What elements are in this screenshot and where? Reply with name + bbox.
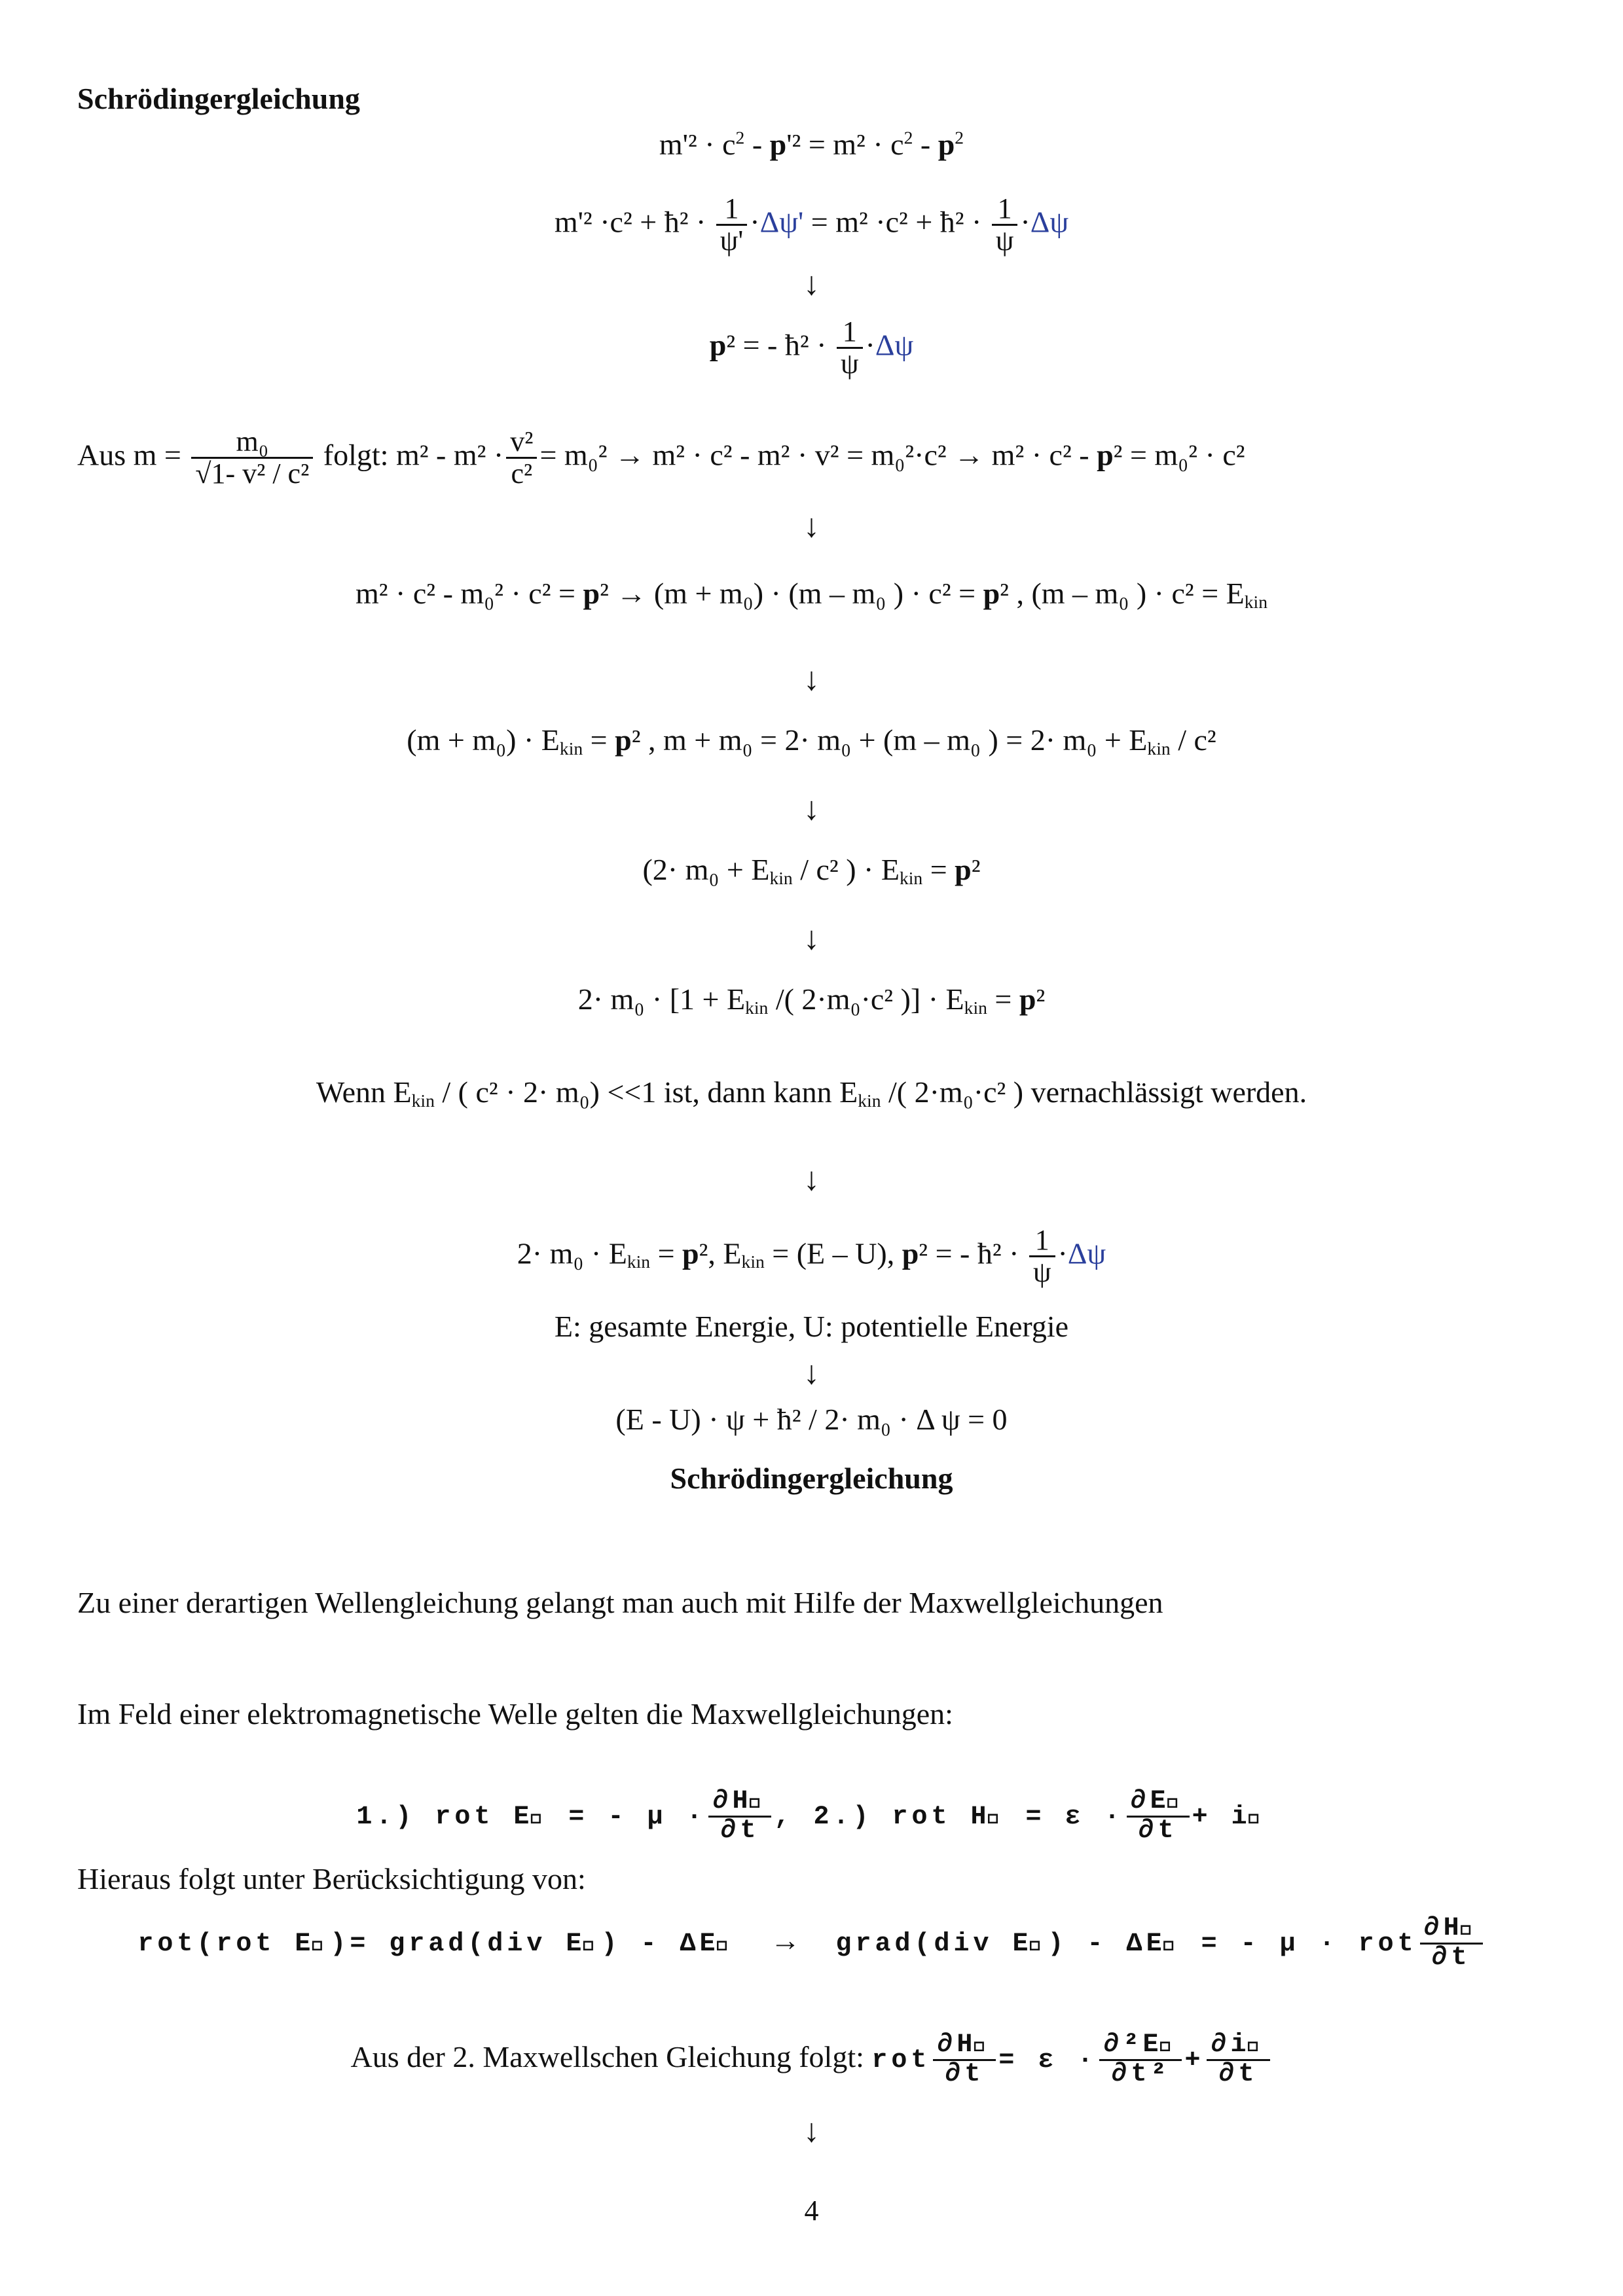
- eq6-kin2: kin: [1147, 738, 1171, 759]
- eq7-p: p: [955, 853, 972, 886]
- eq2-den2: ψ: [992, 224, 1018, 256]
- aus-rest: = m₀² → m² · c² - m² · v² = m₀²·c² → m² · c² -: [539, 438, 1097, 472]
- eq1-minus: -: [744, 128, 770, 161]
- maxwell-1-num: ∂H⃗: [712, 1787, 768, 1816]
- maxwell-2-tail: + i⃗: [1192, 1803, 1267, 1833]
- maxwell-2-den: ∂t: [1127, 1816, 1190, 1845]
- aus-num: m₀: [236, 425, 269, 457]
- equation-8: [0, 982, 1623, 1018]
- eq3-dot: ·: [865, 328, 875, 362]
- maxwell-equations: [0, 1788, 1623, 1845]
- aus-end: ² = m₀² · c²: [1113, 438, 1245, 472]
- aus2-eq: = ε ·: [998, 2046, 1097, 2076]
- aus2-plus: +: [1184, 2046, 1205, 2076]
- eq8-d: ²: [1036, 982, 1046, 1016]
- eq6-b: =: [583, 723, 615, 757]
- eq2-dot2: ·: [1020, 205, 1030, 239]
- eq3-num: 1: [842, 315, 857, 348]
- arrow-down-6: ↓: [803, 1160, 820, 1197]
- maxwell-2-num: ∂E⃗: [1130, 1787, 1186, 1816]
- eq1-minus2: -: [913, 128, 938, 161]
- aus2-den3: ∂t: [1207, 2059, 1269, 2089]
- equation-5: [0, 577, 1623, 612]
- equation-6: [0, 723, 1623, 759]
- eq1-lhs: m'² · c: [659, 128, 736, 161]
- aus2-den1: ∂t: [933, 2059, 996, 2089]
- eq3-mid: ² = - ħ² ·: [726, 328, 834, 362]
- eq8-b: /( 2·m₀·c² )] · E: [768, 982, 964, 1016]
- wenn-b: / ( c² · 2· m₀) <<1 ist, dann kann E: [434, 1075, 858, 1109]
- arrow-down-3: ↓: [803, 660, 820, 697]
- rotrot-left: rot(rot E⃗)= grad(div E⃗) - ΔE⃗: [137, 1929, 735, 1960]
- eq3-fraction: [837, 317, 863, 379]
- rotrot-num: ∂H⃗: [1423, 1914, 1479, 1943]
- paragraph-wave-equation: Zu einer derartigen Wellengleichung gelangt man auch mit Hilfe der Maxwellgleichungen: [77, 1586, 1163, 1619]
- eq9-kin2: kin: [741, 1251, 765, 1272]
- eq7-b: / c² ) · E: [792, 853, 900, 886]
- eq2-right: = m² ·c² + ħ² ·: [803, 205, 989, 239]
- rotrot-den: ∂t: [1420, 1943, 1483, 1972]
- equation-1: $m'^2 \cdot c^2 - p'^2 = m^2 \cdot c^2 - p^2$: [659, 127, 964, 161]
- eq8-p: p: [1019, 982, 1036, 1016]
- aus2-den2: ∂t²: [1099, 2059, 1182, 2089]
- eq2-laplace-1: Δψ': [759, 205, 804, 239]
- aus2-fraction-3: [1207, 2032, 1269, 2089]
- eq1-eq: '² = m² · c: [786, 128, 904, 161]
- arrow-down-2: ↓: [803, 507, 820, 544]
- wenn-kin1: kin: [411, 1090, 435, 1111]
- eq9-kin1: kin: [627, 1251, 651, 1272]
- rotrot-fraction: [1420, 1915, 1483, 1972]
- eq8-c: =: [987, 982, 1019, 1016]
- wenn-sentence: [0, 1075, 1623, 1111]
- eq6-kin1: kin: [559, 738, 583, 759]
- rot-rot-identity: [0, 1915, 1623, 1972]
- eq6-p: p: [615, 723, 632, 757]
- maxwell-2-fraction: [1127, 1788, 1190, 1845]
- wenn-c: /( 2·m₀·c² ) vernachlässigt werden.: [881, 1075, 1307, 1109]
- equation-3: [0, 317, 1623, 379]
- eq9-dot: ·: [1057, 1236, 1068, 1270]
- eq6-a: (m + m₀) · E: [407, 723, 560, 757]
- schroedinger-equation: (E - U) · ψ + ħ² / 2· m₀ · Δ ψ = 0: [615, 1403, 1008, 1436]
- aus2-fraction-1: [933, 2032, 996, 2089]
- arrow-down-1: ↓: [803, 265, 820, 302]
- paragraph-maxwell-intro: Im Feld einer elektromagnetische Welle gelten die Maxwellgleichungen:: [77, 1697, 953, 1731]
- aus-den: √1- v² / c²: [191, 457, 313, 489]
- maxwell-2: , 2.) rot H⃗ = ε ·: [774, 1803, 1124, 1833]
- arrow-down-8: ↓: [803, 2112, 820, 2149]
- eq2-num: 1: [724, 192, 739, 224]
- eq2-den: ψ': [716, 224, 747, 256]
- aus-zweite-maxwell: [0, 2032, 1623, 2089]
- maxwell-1: 1.) rot E⃗ = - μ ·: [356, 1803, 706, 1833]
- equation-2: [0, 194, 1623, 256]
- aus-folgt: folgt: m² - m² ·: [316, 438, 504, 472]
- eq2-left: m'² ·c² + ħ² ·: [554, 205, 714, 239]
- eq9-p1: p: [682, 1236, 699, 1270]
- aus2-num1: ∂H⃗: [937, 2030, 993, 2060]
- eq2-dot: ·: [750, 205, 760, 239]
- hieraus-text: Hieraus folgt unter Berücksichtigung von:: [77, 1862, 586, 1895]
- eq9-b: =: [650, 1236, 683, 1270]
- equation-7: [0, 853, 1623, 888]
- aus2-num3: ∂i⃗: [1211, 2030, 1266, 2060]
- aus-vden: c²: [506, 457, 537, 489]
- wenn-a: Wenn E: [316, 1075, 412, 1109]
- maxwell-1-fraction: [708, 1788, 771, 1845]
- eq7-kin1: kin: [769, 867, 793, 888]
- arrow-down-5: ↓: [803, 920, 820, 956]
- aus-line: [77, 427, 1245, 489]
- eq3-p: p: [709, 328, 727, 362]
- eq9-fraction: [1029, 1225, 1055, 1287]
- eq8-kin2: kin: [964, 997, 987, 1018]
- eq9-den: ψ: [1029, 1255, 1055, 1287]
- aus2-num2: ∂²E⃗: [1103, 2030, 1178, 2060]
- eq5-p1: p: [583, 577, 600, 610]
- eq9-laplace: Δψ: [1067, 1236, 1106, 1270]
- eq9-e: ² = - ħ² ·: [919, 1236, 1027, 1270]
- schroedinger-label: Schrödingergleichung: [670, 1462, 953, 1495]
- eq5-b: ² → (m + m₀) · (m – m₀ ) · c² =: [600, 577, 983, 610]
- eq6-c: ² , m + m₀ = 2· m₀ + (m – m₀ ) = 2· m₀ + E: [631, 723, 1148, 757]
- eq9-c: ², E: [699, 1236, 742, 1270]
- rotrot-arrow: →: [770, 1924, 801, 1958]
- aus-fraction-v: [506, 427, 537, 489]
- aus2-text: Aus der 2. Maxwellschen Gleichung folgt:: [350, 2040, 872, 2074]
- eq9-num: 1: [1034, 1224, 1049, 1256]
- eq5-a: m² · c² - m₀² · c² =: [355, 577, 583, 610]
- aus-fraction-m: [191, 427, 313, 489]
- eq2-laplace-2: Δψ: [1030, 205, 1069, 239]
- arrow-down-7: ↓: [803, 1354, 820, 1391]
- aus-label: Aus m =: [77, 438, 189, 472]
- eq1-p: p: [769, 128, 787, 161]
- eq2-fraction-2: [992, 194, 1018, 256]
- eq5-p2: p: [983, 577, 1000, 610]
- eq8-a: 2· m₀ · [1 + E: [577, 982, 746, 1016]
- arrow-down-4: ↓: [803, 790, 820, 827]
- page-title: Schrödingergleichung: [77, 82, 360, 115]
- eq9-a: 2· m₀ · E: [517, 1236, 627, 1270]
- rotrot-right: grad(div E⃗) - ΔE⃗ = - μ · rot: [835, 1929, 1417, 1960]
- aus-p: p: [1097, 438, 1114, 472]
- eq7-a: (2· m₀ + E: [642, 853, 770, 886]
- eq9-d: = (E – U),: [764, 1236, 902, 1270]
- page-number: 4: [804, 2195, 819, 2227]
- maxwell-1-den: ∂t: [708, 1816, 771, 1845]
- eq2-num2: 1: [997, 192, 1012, 224]
- aus2-fraction-2: [1099, 2032, 1182, 2089]
- eq5-c: ² , (m – m₀ ) · c² = E: [1000, 577, 1245, 610]
- aus2-rot: rot: [871, 2046, 931, 2076]
- energy-note: E: gesamte Energie, U: potentielle Energie: [554, 1310, 1069, 1343]
- wenn-kin2: kin: [858, 1090, 881, 1111]
- eq6-d: / c²: [1170, 723, 1216, 757]
- aus-vnum: v²: [510, 425, 534, 457]
- eq9-p2: p: [902, 1236, 919, 1270]
- eq7-c: =: [922, 853, 955, 886]
- equation-9: [0, 1225, 1623, 1287]
- eq3-laplace: Δψ: [875, 328, 914, 362]
- eq5-kin: kin: [1244, 591, 1268, 612]
- eq2-fraction-1: [716, 194, 747, 256]
- eq1-p2: p: [938, 128, 955, 161]
- eq7-d: ²: [971, 853, 981, 886]
- eq7-kin2: kin: [899, 867, 923, 888]
- eq8-kin1: kin: [745, 997, 769, 1018]
- eq3-den: ψ: [837, 347, 863, 379]
